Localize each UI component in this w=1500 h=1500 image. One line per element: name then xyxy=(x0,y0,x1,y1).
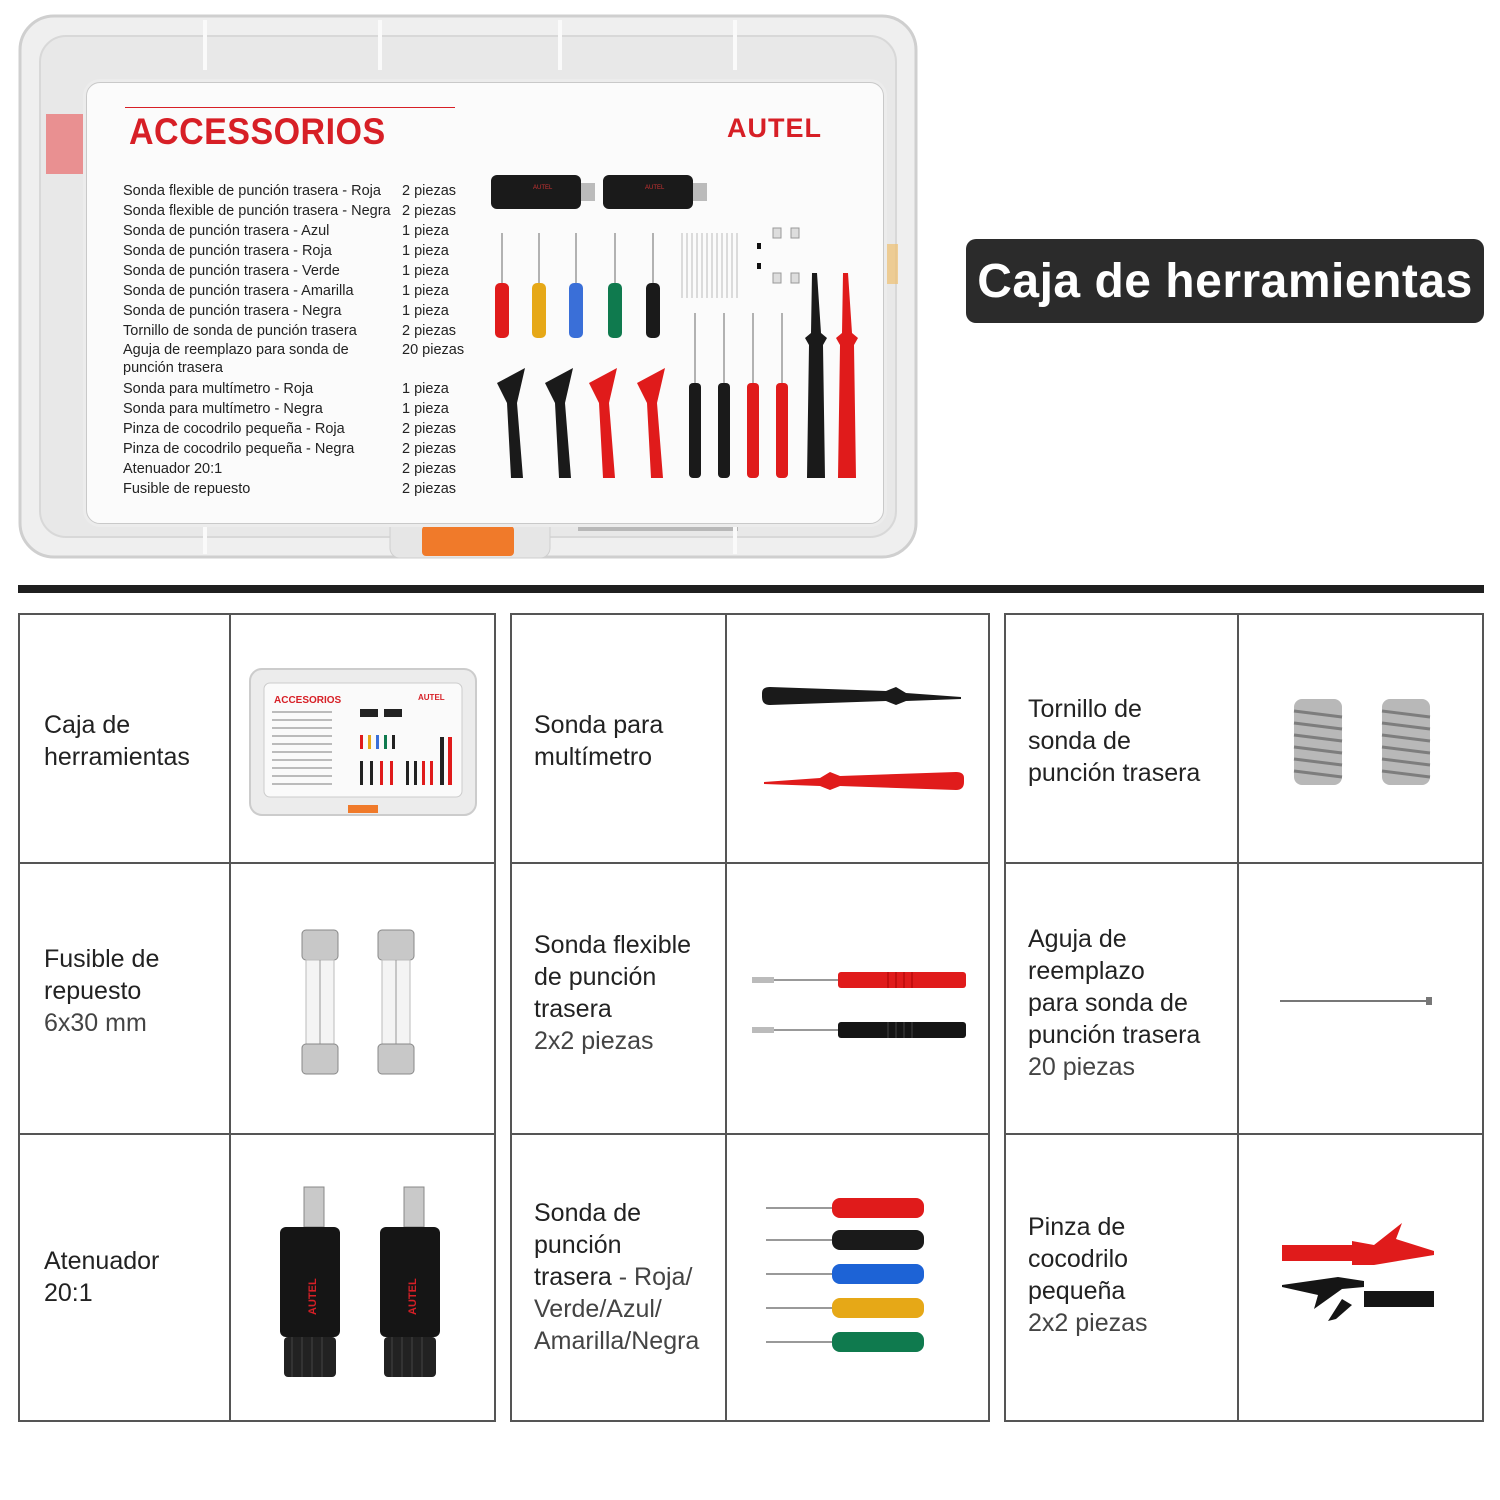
inventory-item-qty: 1 pieza xyxy=(402,243,449,259)
panel-right xyxy=(1004,613,1484,1422)
inventory-item-qty: 2 piezas xyxy=(402,461,457,477)
multimeter-probe-image xyxy=(756,679,971,804)
inventory-item-name: Sonda de punción trasera - Negra xyxy=(123,303,342,319)
row-divider xyxy=(20,1133,494,1135)
column-divider xyxy=(1237,615,1239,1420)
inventory-item-qty: 1 pieza xyxy=(402,303,449,319)
cell-multimetro-label: Sonda para multímetro xyxy=(534,711,664,771)
row-divider xyxy=(512,1133,988,1135)
inventory-item-name: Aguja de reemplazo para sonda de punción trasera xyxy=(123,342,349,376)
inventory-item-name: Sonda de punción trasera - Verde xyxy=(123,263,340,279)
inventory-item-name: Tornillo de sonda de punción trasera xyxy=(123,323,357,339)
cell-fusible-label: Fusible de repuesto 6x30 mm xyxy=(44,945,160,1037)
mini-card-title: ACCESORIOS xyxy=(274,695,342,706)
inventory-row xyxy=(123,241,473,261)
needle-image xyxy=(1276,991,1436,1016)
cell-pinza-label: Pinza de cocodrilo pequeña 2x2 piezas xyxy=(1028,1213,1148,1337)
inventory-item-qty: 1 pieza xyxy=(402,283,449,299)
inventory-item-qty: 2 piezas xyxy=(402,421,457,437)
row-divider xyxy=(512,862,988,864)
column-divider xyxy=(725,615,727,1420)
inventory-item-name: Pinza de cocodrilo pequeña - Roja xyxy=(123,421,345,437)
alligator-clip-image xyxy=(1278,1215,1438,1350)
inventory-item-qty: 1 pieza xyxy=(402,401,449,417)
accessories-card xyxy=(86,82,884,524)
fuse-image xyxy=(288,920,448,1090)
column-divider xyxy=(229,615,231,1420)
inventory-item-name: Atenuador 20:1 xyxy=(123,461,223,477)
inventory-item-qty: 20 piezas xyxy=(402,342,465,358)
inventory-item-name: Sonda de punción trasera - Roja xyxy=(123,243,332,259)
inventory-list xyxy=(123,181,473,499)
inventory-row xyxy=(123,261,473,281)
inventory-item-qty: 2 piezas xyxy=(402,441,457,457)
panel-left xyxy=(18,613,496,1422)
inventory-row xyxy=(123,379,473,399)
cell-atenuador-label: Atenuador 20:1 xyxy=(44,1247,160,1307)
inventory-item-qty: 2 piezas xyxy=(402,203,457,219)
section-badge: Caja de herramientas xyxy=(966,239,1484,323)
back-probe-image xyxy=(762,1190,932,1365)
screw-image xyxy=(1288,695,1448,795)
inventory-row xyxy=(123,341,473,379)
attenuator-brand-left: AUTEL xyxy=(307,1278,319,1315)
cell-tornillo-label: Tornillo de sonda de punción trasera xyxy=(1028,695,1201,787)
svg-text:AUTEL: AUTEL xyxy=(533,185,553,191)
inventory-item-qty: 1 pieza xyxy=(402,263,449,279)
inventory-item-name: Fusible de repuesto xyxy=(123,481,251,497)
attenuator-image xyxy=(276,1185,456,1385)
cell-flexible-label: Sonda flexible de punción trasera 2x2 piezas xyxy=(534,931,692,1055)
inventory-row xyxy=(123,181,473,201)
inventory-item-qty: 2 piezas xyxy=(402,481,457,497)
row-divider xyxy=(1006,1133,1482,1135)
cell-aguja-label: Aguja de reemplazo para sonda de punción trasera 20 piezas xyxy=(1028,925,1201,1081)
inventory-row xyxy=(123,301,473,321)
inventory-row xyxy=(123,201,473,221)
inventory-row xyxy=(123,399,473,419)
card-title: ACCESSORIOS xyxy=(129,111,386,152)
title-rule xyxy=(125,107,455,108)
inventory-row xyxy=(123,321,473,341)
inventory-row xyxy=(123,479,473,499)
inventory-item-name: Sonda flexible de punción trasera - Roja xyxy=(123,183,381,199)
brand-logo: AUTEL xyxy=(727,113,822,143)
cell-puncion-label: Sonda de punción trasera - Roja/ Verde/Azul/ Amarilla/Negra xyxy=(534,1199,700,1355)
mini-toolbox-image xyxy=(248,667,478,822)
inventory-item-name: Sonda flexible de punción trasera - Negra xyxy=(123,203,391,219)
mini-card-brand: AUTEL xyxy=(418,693,445,702)
inventory-row xyxy=(123,419,473,439)
inventory-item-qty: 1 pieza xyxy=(402,381,449,397)
inventory-row xyxy=(123,221,473,241)
inventory-item-name: Pinza de cocodrilo pequeña - Negra xyxy=(123,441,355,457)
inventory-item-name: Sonda de punción trasera - Amarilla xyxy=(123,283,354,299)
cell-caja-label: Caja de herramientas xyxy=(44,711,190,771)
flexible-probe-image xyxy=(748,960,968,1055)
svg-text:AUTEL: AUTEL xyxy=(645,185,665,191)
card-parts-illustration xyxy=(477,163,897,523)
inventory-item-qty: 2 piezas xyxy=(402,183,457,199)
attenuator-brand-right: AUTEL xyxy=(407,1278,419,1315)
inventory-item-qty: 2 piezas xyxy=(402,323,457,339)
inventory-row xyxy=(123,439,473,459)
row-divider xyxy=(1006,862,1482,864)
inventory-item-qty: 1 pieza xyxy=(402,223,449,239)
inventory-item-name: Sonda de punción trasera - Azul xyxy=(123,223,330,239)
inventory-row xyxy=(123,281,473,301)
row-divider xyxy=(20,862,494,864)
inventory-row xyxy=(123,459,473,479)
section-divider xyxy=(18,585,1484,593)
toolbox-case-image xyxy=(18,14,918,559)
inventory-item-name: Sonda para multímetro - Roja xyxy=(123,381,314,397)
panel-middle xyxy=(510,613,990,1422)
inventory-item-name: Sonda para multímetro - Negra xyxy=(123,401,323,417)
